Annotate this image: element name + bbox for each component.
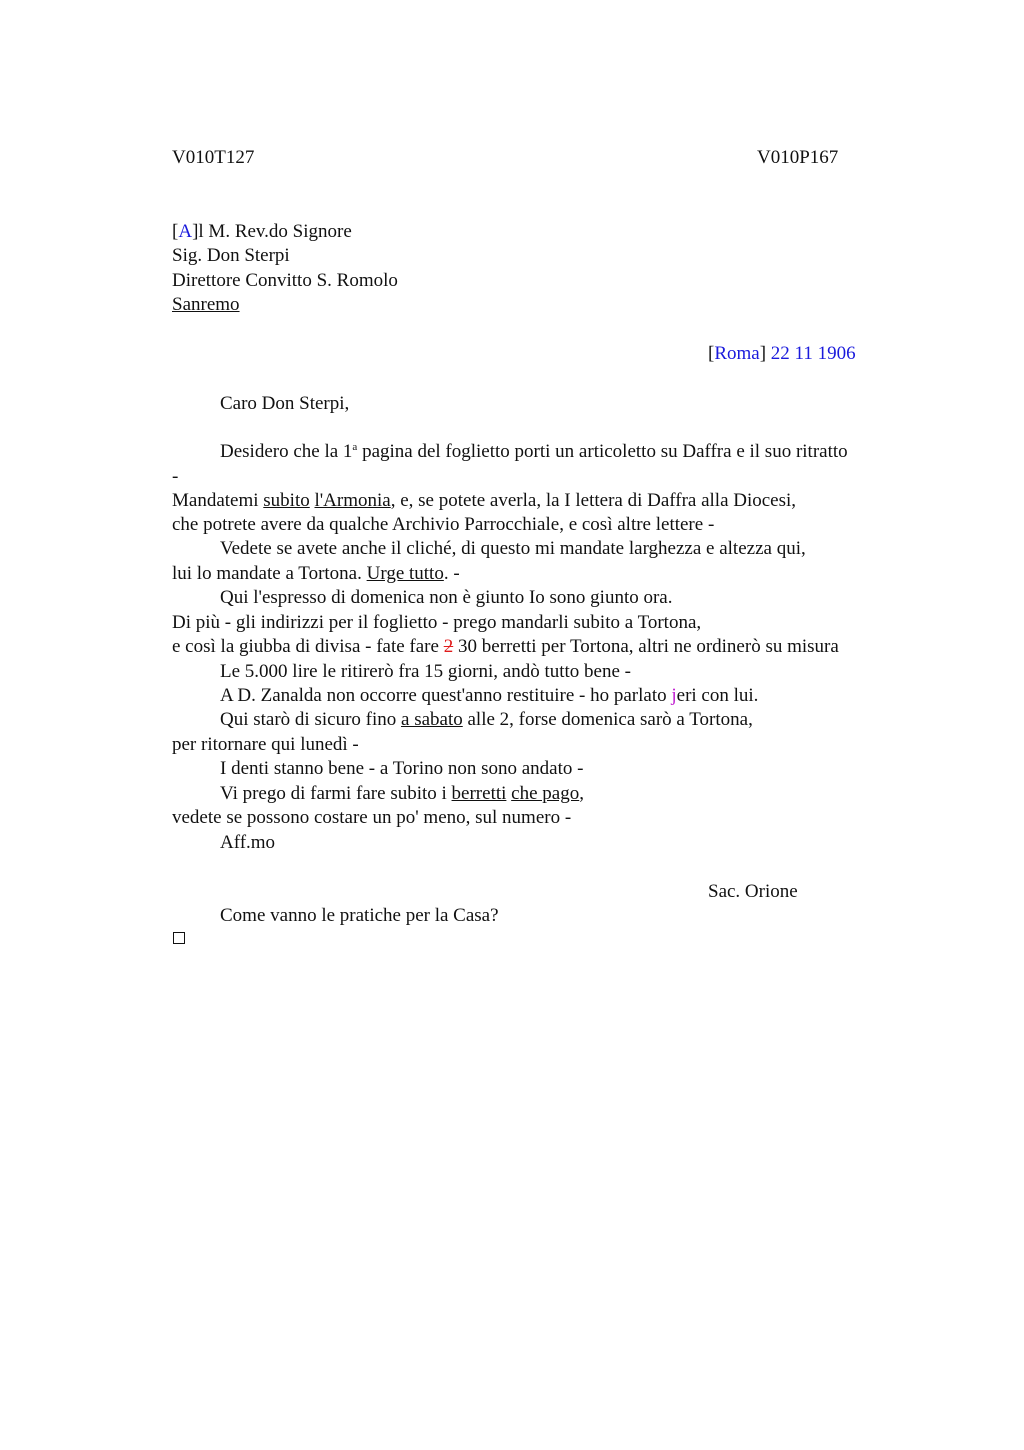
underlined-text: subito bbox=[263, 490, 310, 511]
body-line: per ritornare qui lunedì - bbox=[172, 734, 359, 755]
bracket-open: [ bbox=[172, 221, 179, 242]
text: 30 berretti per Tortona, altri ne ordinerò su misura bbox=[453, 636, 839, 657]
document-code-left: V010T127 bbox=[172, 147, 255, 168]
text: , e, se potete averla, la I lettera di Daffra alla Diocesi, bbox=[390, 490, 797, 511]
text: A D. Zanalda non occorre quest'anno restituire - ho parlato bbox=[220, 685, 672, 706]
body-line: I denti stanno bene - a Torino non sono andato - bbox=[220, 758, 584, 779]
bracket-open: [ bbox=[708, 343, 715, 364]
body-line bbox=[172, 562, 460, 586]
text: alle 2, forse domenica sarò a Tortona, bbox=[462, 709, 753, 730]
square-marker-icon bbox=[173, 932, 185, 944]
underlined-text: che pago bbox=[511, 783, 580, 804]
text: Qui starò di sicuro fino bbox=[220, 709, 402, 730]
text: . - bbox=[443, 563, 460, 584]
address-line-1 bbox=[172, 220, 352, 244]
text: eri con lui. bbox=[676, 685, 759, 706]
body-line bbox=[220, 782, 584, 806]
text: Mandatemi bbox=[172, 490, 264, 511]
place: Roma bbox=[714, 343, 760, 364]
body-line bbox=[172, 635, 839, 659]
body-line: Vedete se avete anche il cliché, di questo mi mandate larghezza e altezza qui, bbox=[220, 538, 806, 559]
struck-text: 2 bbox=[443, 636, 454, 657]
text: Vi prego di farmi fare subito i bbox=[220, 783, 452, 804]
marked-letter: j bbox=[671, 685, 677, 706]
closing: Aff.mo bbox=[220, 832, 276, 853]
underlined-text: l'Armonia bbox=[314, 490, 391, 511]
document-code-right: V010P167 bbox=[757, 147, 839, 168]
body-line bbox=[220, 684, 758, 708]
text: Desidero che la 1 bbox=[220, 441, 353, 462]
text: lui lo mandate a Tortona. bbox=[172, 563, 367, 584]
text: , bbox=[579, 783, 584, 804]
dateline bbox=[708, 342, 856, 366]
body-line: Di più - gli indirizzi per il foglietto - prego mandarli subito a Tortona, bbox=[172, 612, 702, 633]
body-line bbox=[172, 489, 796, 513]
body-line: vedete se possono costare un po' meno, sul numero - bbox=[172, 807, 572, 828]
body-line bbox=[220, 708, 753, 732]
underlined-text: berretti bbox=[451, 783, 507, 804]
body-line: Qui l'espresso di domenica non è giunto Io sono giunto ora. bbox=[220, 587, 673, 608]
text: e così la giubba di divisa - fate fare bbox=[172, 636, 444, 657]
underlined-text: Urge tutto bbox=[366, 563, 444, 584]
text: pagina del foglietto porti un articoletto su Daffra e il suo ritratto bbox=[357, 441, 848, 462]
signature: Sac. Orione bbox=[708, 881, 798, 902]
address-line-2: Sig. Don Sterpi bbox=[172, 245, 290, 266]
bracket-close: ] bbox=[759, 343, 767, 364]
body-line: che potrete avere da qualche Archivio Parrocchiale, e così altre lettere - bbox=[172, 514, 715, 535]
body-line: Le 5.000 lire le ritirerò fra 15 giorni, andò tutto bene - bbox=[220, 661, 632, 682]
editorial-letter: A bbox=[178, 221, 193, 242]
salutation: Caro Don Sterpi, bbox=[220, 393, 350, 414]
underlined-text: a sabato bbox=[401, 709, 463, 730]
body-line: - bbox=[172, 466, 179, 487]
address-city: Sanremo bbox=[172, 294, 240, 315]
address-line-1-text: ]l M. Rev.do Signore bbox=[192, 221, 352, 242]
address-line-3: Direttore Convitto S. Romolo bbox=[172, 270, 398, 291]
date: 22 11 1906 bbox=[770, 343, 856, 364]
body-line bbox=[220, 440, 848, 464]
postscript: Come vanno le pratiche per la Casa? bbox=[220, 905, 499, 926]
superscript: a bbox=[352, 441, 358, 453]
